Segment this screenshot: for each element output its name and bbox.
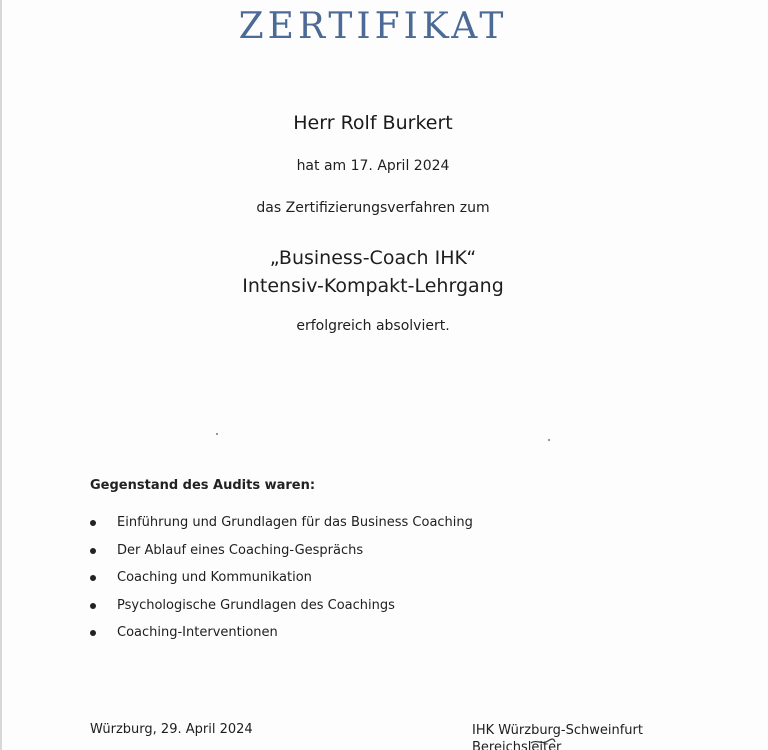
- issuer-role: Bereichsleiter: [472, 740, 562, 750]
- bullet-icon: [90, 520, 96, 526]
- list-item-text: Der Ablauf eines Coaching-Gesprächs: [117, 542, 364, 558]
- audit-heading: Gegenstand des Audits waren:: [90, 478, 316, 493]
- process-description: das Zertifizierungsverfahren zum: [256, 200, 490, 216]
- scan-speck: [548, 439, 550, 441]
- audit-list: [90, 514, 473, 652]
- bullet-icon: [90, 603, 96, 609]
- list-item: [90, 597, 473, 625]
- list-item-text: Psychologische Grundlagen des Coachings: [117, 597, 395, 613]
- signature-stroke-icon: [530, 737, 556, 747]
- list-item: [90, 542, 473, 570]
- list-item: [90, 569, 473, 597]
- list-item-text: Einführung und Grundlagen für das Business Coaching: [117, 515, 473, 530]
- course-subtitle: Intensiv-Kompakt-Lehrgang: [242, 275, 504, 297]
- list-item-text: Coaching-Interventionen: [117, 625, 278, 640]
- place-and-date: Würzburg, 29. April 2024: [90, 722, 253, 737]
- bullet-icon: [90, 548, 96, 554]
- scan-speck: [216, 433, 218, 435]
- certificate-title: ZERTIFIKAT: [238, 6, 508, 47]
- list-item: [90, 514, 473, 542]
- list-item: [90, 624, 473, 652]
- course-title: „Business-Coach IHK“: [269, 247, 477, 269]
- completion-date: hat am 17. April 2024: [296, 158, 450, 174]
- bullet-icon: [90, 575, 96, 581]
- bullet-icon: [90, 630, 96, 636]
- recipient-name: Herr Rolf Burkert: [293, 112, 453, 134]
- issuer-name: IHK Würzburg-Schweinfurt: [472, 723, 643, 738]
- result-statement: erfolgreich absolviert.: [296, 318, 450, 334]
- list-item-text: Coaching und Kommunikation: [117, 570, 312, 585]
- issuer-block: [472, 722, 643, 750]
